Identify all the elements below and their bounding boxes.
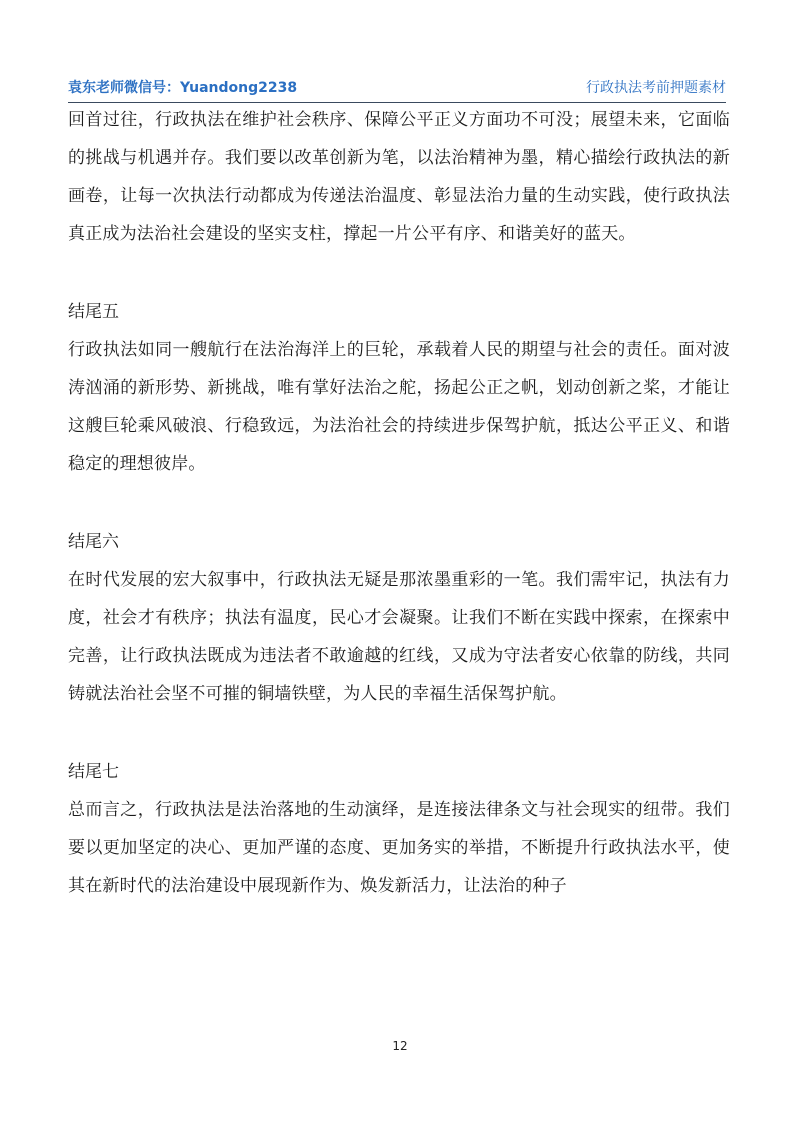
document-body bbox=[68, 101, 730, 905]
section-heading-6: 结尾六 bbox=[68, 532, 119, 552]
page-header bbox=[68, 78, 726, 103]
paragraph-intro: 回首过往，行政执法在维护社会秩序、保障公平正义方面功不可没；展望未来，它面临的挑战与机遇并存。我们要以改革创新为笔，以法治精神为墨，精心描绘行政执法的新画卷，让每一次执法行动都成为传递法治温度、彰显法治力量的生动实践，使行政执法真正成为法治社会建设的坚实支柱，撑起一片公平有序、和谐美好的蓝天。 bbox=[68, 110, 730, 244]
header-contact: 袁东老师微信号：Yuandong2238 bbox=[68, 80, 298, 96]
section-heading-7: 结尾七 bbox=[68, 762, 119, 782]
paragraph-7: 总而言之，行政执法是法治落地的生动演绎，是连接法律条文与社会现实的纽带。我们要以更加坚定的决心、更加严谨的态度、更加务实的举措，不断提升行政执法水平，使其在新时代的法治建设中展现新作为、焕发新活力，让法治的种子 bbox=[68, 800, 730, 896]
section-gap bbox=[68, 713, 730, 753]
section-gap bbox=[68, 483, 730, 523]
page-number: 12 bbox=[392, 1039, 408, 1053]
section-gap bbox=[68, 253, 730, 293]
paragraph-6: 在时代发展的宏大叙事中，行政执法无疑是那浓墨重彩的一笔。我们需牢记，执法有力度，社会才有秩序；执法有温度，民心才会凝聚。让我们不断在实践中探索，在探索中完善，让行政执法既成为违法者不敢逾越的红线，又成为守法者安心依靠的防线，共同铸就法治社会坚不可摧的铜墙铁壁，为人民的幸福生活保驾护航。 bbox=[68, 570, 730, 704]
section-heading-5: 结尾五 bbox=[68, 302, 119, 322]
header-title: 行政执法考前押题素材 bbox=[586, 80, 726, 96]
paragraph-5: 行政执法如同一艘航行在法治海洋上的巨轮，承载着人民的期望与社会的责任。面对波涛汹涌的新形势、新挑战，唯有掌好法治之舵，扬起公正之帆，划动创新之桨，才能让这艘巨轮乘风破浪、行稳致远，为法治社会的持续进步保驾护航，抵达公平正义、和谐稳定的理想彼岸。 bbox=[68, 340, 730, 474]
